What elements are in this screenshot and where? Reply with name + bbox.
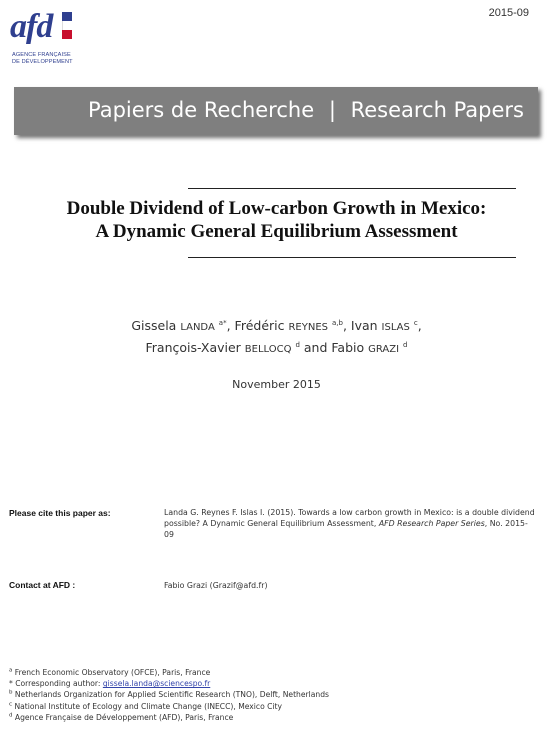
contact-text: Fabio Grazi (Grazif@afd.fr) xyxy=(164,581,268,590)
affiliation-footnotes xyxy=(9,667,329,723)
flag-icon xyxy=(62,12,72,40)
flag-stripe-blue xyxy=(62,12,72,21)
author-line-2: François-Xavier BELLOCQ $^d$ and Fabio GRAZI $^d$ xyxy=(145,340,408,355)
paper-number: 2015-09 xyxy=(488,7,529,19)
author-grazi: Fabio GRAZI $^d$ xyxy=(331,340,408,355)
footnote-corresponding: * Corresponding author: gissela.landa@sciencespo.fr xyxy=(9,679,211,689)
contact-label: Contact at AFD : xyxy=(9,580,76,590)
banner-english: Research Papers xyxy=(350,98,524,122)
title-line-1: Double Dividend of Low-carbon Growth in Mexico: xyxy=(66,198,487,219)
footnote-b: $^b$ Netherlands Organization for Applied Scientific Research (TNO), Delft, Netherlands xyxy=(9,689,330,700)
publication-date: November 2015 xyxy=(232,378,321,391)
logo-subtitle-line2: DE DÉVELOPPEMENT xyxy=(12,59,73,65)
banner-text xyxy=(88,95,524,125)
title-rule-bottom xyxy=(188,257,516,258)
flag-stripe-white xyxy=(62,21,72,30)
banner-french: Papiers de Recherche xyxy=(87,98,315,122)
cite-text: Landa G. Reynes F. Islas I. (2015). Towards a low carbon growth in Mexico: is a double dividend possible? A Dynamic General Equilibrium Assessment, AFD Research Paper Series, No. 2015-09 xyxy=(164,508,535,539)
author-islas: Ivan ISLAS $^c$ xyxy=(350,318,418,333)
author-bellocq: François-Xavier BELLOCQ $^d$ xyxy=(145,340,300,355)
series-banner xyxy=(14,87,538,135)
banner-separator: | xyxy=(328,98,336,122)
author-line-1: Gissela LANDA $^{a*}$, Frédéric REYNES $^{a,b}$, Ivan ISLAS $^c$, xyxy=(131,318,422,333)
email-link[interactable]: gissela.landa@sciencespo.fr xyxy=(102,679,211,689)
cite-label: Please cite this paper as: xyxy=(9,508,111,518)
footnote-c: $^c$ National Institute of Ecology and Climate Change (INECC), Mexico City xyxy=(9,701,283,711)
author-list xyxy=(0,316,553,360)
afd-logo xyxy=(10,8,78,66)
logo-subtitle-line1: AGENCE FRANÇAISE xyxy=(12,52,71,58)
title-rule-top xyxy=(188,188,516,189)
title-line-2: A Dynamic General Equilibrium Assessment xyxy=(95,221,458,242)
author-reynes: Frédéric REYNES $^{a,b}$ xyxy=(234,318,343,333)
footnote-d: $^d$ Agence Française de Développement (AFD), Paris, France xyxy=(9,712,234,722)
author-landa: Gissela LANDA $^{a*}$ xyxy=(131,318,227,333)
footnote-a: $^a$ French Economic Observatory (OFCE), Paris, France xyxy=(9,667,211,677)
logo-wordmark: afd xyxy=(10,8,53,45)
paper-title xyxy=(0,197,553,243)
flag-stripe-red xyxy=(62,30,72,39)
